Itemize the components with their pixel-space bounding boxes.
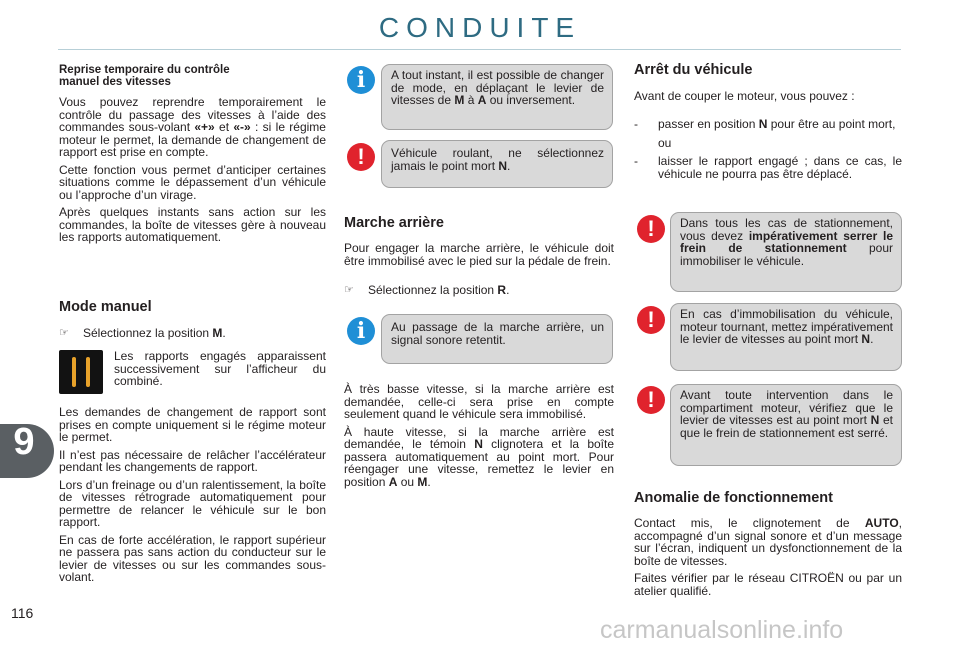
text: À haute vitesse, si la marche arrière est demandée, le témoin bbox=[344, 424, 614, 451]
stop-options-list bbox=[634, 118, 902, 183]
text: . bbox=[507, 158, 511, 173]
column-right-lower bbox=[634, 517, 902, 602]
subtitle-line-1: Reprise temporaire du contrôle bbox=[59, 64, 230, 76]
paragraph bbox=[634, 517, 902, 567]
text: Avant toute intervention dans le compartiment moteur, vérifiez que le levier de vitesses est au point mort bbox=[680, 388, 893, 427]
paragraph: Les demandes de changement de rapport sont prises en compte uniquement si le régime moteur le permet. bbox=[59, 405, 326, 444]
text-bold: impérativement serrer le frein de stationnement bbox=[680, 228, 893, 255]
text: . bbox=[506, 283, 510, 297]
text-bold: A bbox=[477, 93, 487, 107]
chapter-number: 9 bbox=[13, 421, 35, 463]
bullet-text bbox=[368, 283, 509, 297]
info-icon: i bbox=[347, 66, 375, 94]
info-icon: i bbox=[347, 317, 375, 345]
section-heading-arret: Arrêt du véhicule bbox=[634, 62, 753, 78]
stop-paragraph: Avant de couper le moteur, vous pouvez : bbox=[634, 89, 855, 103]
dash-marker: - bbox=[634, 154, 638, 168]
header-divider bbox=[58, 49, 901, 50]
info-note-reverse-signal: Au passage de la marche arrière, un signal sonore retentit. bbox=[381, 314, 613, 364]
column-left-lower bbox=[59, 406, 326, 589]
gear-display-text: Les rapports engagés apparaissent successivement sur l’afficheur du combiné. bbox=[114, 349, 326, 388]
text: . bbox=[222, 326, 226, 340]
paragraph: Lors d’un freinage ou d’un ralentissement, la boîte de vitesses rétrograde automatiquement pour permettre de relancer le véhicule sur le bon rapport. bbox=[59, 477, 326, 529]
paragraph: Après quelques instants sans action sur les commandes, la boîte de vitesses gère à nouveau les rapports automatiquement. bbox=[59, 205, 326, 244]
text: Contact mis, le clignotement de bbox=[634, 516, 865, 530]
page-title: CONDUITE bbox=[378, 12, 582, 43]
gear-display-icon bbox=[59, 350, 103, 394]
text: à bbox=[464, 93, 478, 107]
bullet-item bbox=[59, 326, 326, 340]
text: En cas d’immobilisation du véhicule, moteur tournant, mettez impérativement le levier de vitesses au point mort bbox=[680, 307, 893, 346]
text-bold: AUTO bbox=[864, 516, 899, 530]
text-bold: «+» bbox=[194, 120, 215, 134]
warning-icon: ! bbox=[637, 306, 665, 334]
watermark: carmanualsonline.info bbox=[600, 616, 844, 644]
text: pour être au point mort, bbox=[767, 117, 896, 131]
text: ou inversement. bbox=[486, 93, 576, 107]
text-bold: R bbox=[497, 283, 507, 297]
section-subtitle bbox=[59, 64, 326, 88]
section-heading-marche-arriere: Marche arrière bbox=[344, 215, 444, 231]
text: , accompagné d’un signal sonore et d’un message sur l’écran, indiquent un dysfonctionnement de la boîte de vitesses. bbox=[634, 516, 902, 568]
column-left bbox=[59, 64, 326, 249]
warning-icon: ! bbox=[637, 215, 665, 243]
text-bold: «-» bbox=[233, 120, 251, 134]
warning-note-parking-brake bbox=[670, 212, 902, 292]
text-bold: N bbox=[861, 332, 871, 346]
warning-icon: ! bbox=[637, 386, 665, 414]
subtitle-line-2: manuel des vitesses bbox=[59, 76, 171, 88]
text-bold: N bbox=[474, 437, 483, 451]
warning-note-engine-compartment bbox=[670, 384, 902, 466]
text: . bbox=[427, 474, 431, 489]
reverse-paragraph: Pour engager la marche arrière, le véhicule doit être immobilisé avec le pied sur la pédale de frein. bbox=[344, 241, 614, 268]
text: Sélectionnez la position bbox=[83, 326, 213, 340]
text: Véhicule roulant, ne sélectionnez jamais le point mort bbox=[391, 146, 604, 173]
page-number: 116 bbox=[11, 605, 34, 621]
ou-text: ou bbox=[658, 135, 672, 150]
pointer-icon: ☞ bbox=[344, 284, 354, 296]
list-item bbox=[634, 155, 902, 180]
text: ou bbox=[397, 474, 418, 489]
text-bold: M bbox=[454, 93, 465, 107]
text: clignotera et la boîte passera automatiquement au point mort. Pour réengager une vitesse, remettez le levier en position bbox=[344, 437, 615, 489]
dash-marker: - bbox=[634, 117, 638, 131]
paragraph: Cette fonction vous permet d’anticiper certaines situations comme le dépassement d’un véhicule ou l’approche d’un virage. bbox=[59, 162, 326, 202]
warning-note-neutral bbox=[381, 140, 613, 188]
list-item-text bbox=[658, 118, 895, 131]
text: et que le frein de stationnement est serré. bbox=[680, 413, 893, 440]
bullet-item bbox=[344, 283, 614, 297]
section-heading-anomalie: Anomalie de fonctionnement bbox=[634, 490, 833, 506]
text: Vous pouvez reprendre temporairement le contrôle du passage des vitesses à l’aide des commandes sous-volant bbox=[59, 95, 326, 134]
info-note-mode-change bbox=[381, 64, 613, 130]
text: . bbox=[870, 332, 874, 346]
paragraph: Faites vérifier par le réseau CITROËN ou par un atelier qualifié. bbox=[634, 571, 902, 598]
bullet-text bbox=[83, 326, 226, 340]
text-bold: M bbox=[212, 326, 223, 340]
text: A tout instant, il est possible de changer de mode, en déplaçant le levier de vitesses de bbox=[391, 68, 604, 107]
text-bold: A bbox=[388, 474, 398, 489]
pointer-icon: ☞ bbox=[59, 327, 69, 339]
text: et bbox=[214, 120, 234, 134]
paragraph bbox=[344, 426, 614, 489]
text-bold: N bbox=[498, 158, 508, 173]
text: Dans tous les cas de stationnement, vous devez bbox=[680, 216, 893, 243]
list-item bbox=[634, 118, 902, 131]
warning-icon: ! bbox=[347, 143, 375, 171]
warning-note-immobilisation bbox=[670, 303, 902, 371]
text-bold: M bbox=[417, 474, 428, 489]
paragraph: À très basse vitesse, si la marche arrière est demandée, celle-ci sera prise en compte seulement quand le véhicule sera immobilisé. bbox=[344, 382, 614, 421]
text-bold: N bbox=[758, 117, 768, 131]
section-heading-mode-manuel: Mode manuel bbox=[59, 299, 152, 315]
text: pour immobiliser le véhicule. bbox=[680, 241, 893, 268]
paragraph: Il n’est pas nécessaire de relâcher l’accélérateur pendant les changements de rapport. bbox=[59, 447, 326, 474]
list-item-text: laisser le rapport engagé ; dans ce cas, le véhicule ne pourra pas être déplacé. bbox=[658, 154, 902, 181]
column-middle-lower bbox=[344, 383, 614, 493]
text: : si le régime moteur le permet, la demande de changement de rapport est prise en compte. bbox=[59, 120, 326, 159]
paragraph: En cas de forte accélération, le rapport supérieur ne passera pas sans action du conducteur sur le levier de vitesses ou sur les commandes sous-volant. bbox=[59, 532, 326, 584]
paragraph bbox=[59, 96, 326, 159]
text: Sélectionnez la position bbox=[368, 283, 498, 297]
text-bold: N bbox=[870, 413, 880, 427]
text: passer en position bbox=[658, 117, 759, 131]
